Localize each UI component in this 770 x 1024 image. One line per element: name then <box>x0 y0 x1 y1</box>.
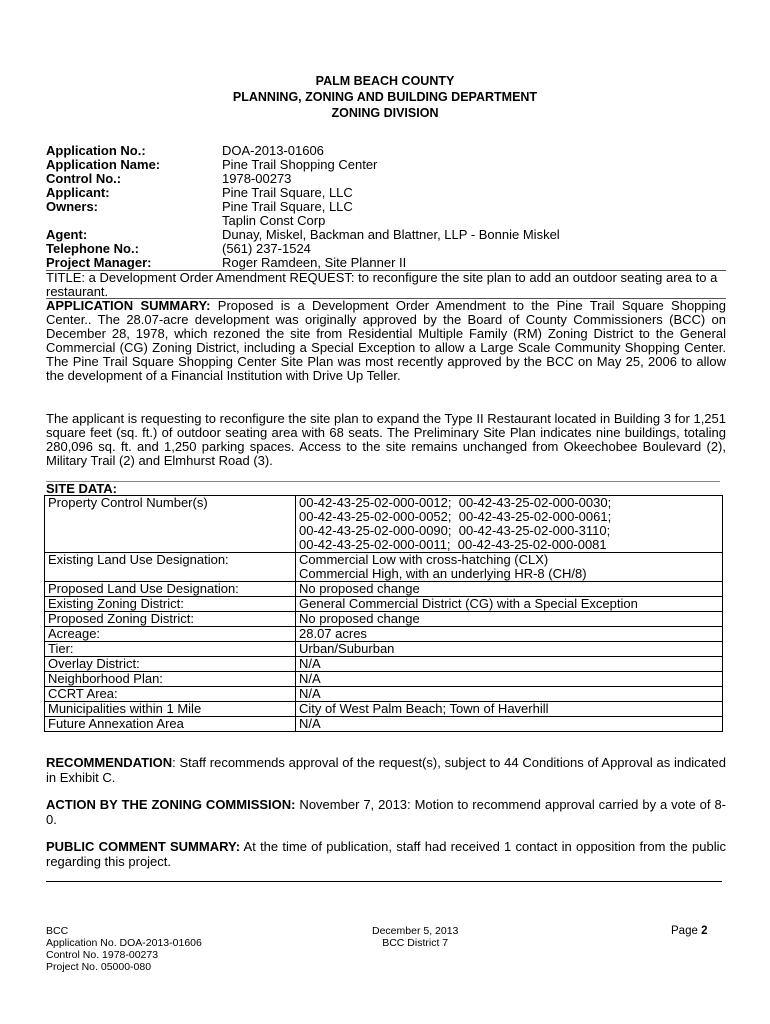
document-header <box>0 73 770 121</box>
site-data-key: Overlay District: <box>45 657 296 672</box>
header-division: ZONING DIVISION <box>331 106 439 120</box>
application-info <box>46 144 726 270</box>
site-data-value: 00-42-43-25-02-000-0012; 00-42-43-25-02-000-0030; 00-42-43-25-02-000-0052; 00-42-43-25-02-000-0061; 00-42-43-25-02-000-0090; 00-42-43-25-02-000-3110; 00-42-43-25-02-000-0011; 00-42-43-25-02-000-0081 <box>296 496 723 553</box>
site-data-value: N/A <box>296 657 723 672</box>
summary-label: APPLICATION SUMMARY: <box>46 298 211 313</box>
site-data-value: Commercial Low with cross-hatching (CLX) Commercial High, with an underlying HR-8 (CH/8) <box>296 553 723 582</box>
info-row <box>46 214 726 228</box>
info-row <box>46 186 726 200</box>
summary-text: Proposed is a Development Order Amendment to the Pine Trail Square Shopping Center.. The 28.07-acre development was originally approved by the Board of County Commissioners (BCC) on December 28, 1978, which rezoned the site from Residential Multiple Family (RM) Zoning District to the General Commercial (CG) Zoning District, including a Special Exception to allow a Large Scale Community Shopping Center. The Pine Trail Square Shopping Center Site Plan was most recently approved by the BCC on May 25, 2006 to allow the development of a Financial Institution with Drive Up Teller. <box>46 298 726 383</box>
site-data-value: General Commercial District (CG) with a Special Exception <box>296 597 723 612</box>
action-label: ACTION BY THE ZONING COMMISSION: <box>46 797 296 812</box>
public-comment-summary <box>46 839 726 869</box>
site-data-value: No proposed change <box>296 582 723 597</box>
footer-left <box>46 925 202 973</box>
application-summary <box>46 298 726 383</box>
recommendation-label: RECOMMENDATION <box>46 755 173 770</box>
site-data-key: Future Annexation Area <box>45 717 296 732</box>
site-data-key: Neighborhood Plan: <box>45 672 296 687</box>
info-value: Pine Trail Square, LLC <box>222 199 353 214</box>
header-county: PALM BEACH COUNTY <box>315 74 455 88</box>
site-data-row <box>45 702 723 717</box>
site-data-row <box>45 672 723 687</box>
public-comment-label: PUBLIC COMMENT SUMMARY: <box>46 839 241 854</box>
info-row <box>46 172 726 186</box>
site-data-key: Existing Land Use Designation: <box>45 553 296 582</box>
divider <box>46 881 722 882</box>
info-value: 1978-00273 <box>222 171 292 186</box>
info-row <box>46 200 726 214</box>
site-data-row <box>45 717 723 732</box>
title-request <box>46 270 726 299</box>
info-value: Pine Trail Square, LLC <box>222 185 353 200</box>
site-data-row <box>45 597 723 612</box>
site-data-table <box>44 495 723 732</box>
info-label: Control No.: <box>46 171 122 186</box>
site-data-key: Property Control Number(s) <box>45 496 296 553</box>
info-label: Owners: <box>46 199 99 214</box>
info-row <box>46 144 726 158</box>
site-data-key: Acreage: <box>45 627 296 642</box>
site-data-key: CCRT Area: <box>45 687 296 702</box>
info-value: Dunay, Miskel, Backman and Blattner, LLP - Bonnie Miskel <box>222 227 560 242</box>
request-description: The applicant is requesting to reconfigure the site plan to expand the Type II Restaurant located in Building 3 for 1,251 square feet (sq. ft.) of outdoor seating area with 68 seats. The Preliminary Site Plan indicates nine buildings, totaling 280,096 sq. ft. and 1,250 parking spaces. Access to the site remains unchanged from Okeechobee Boulevard (2), Military Trail (2) and Elmhurst Road (3). <box>46 411 726 468</box>
info-label: Applicant: <box>46 185 110 200</box>
page-label: Page <box>671 925 702 937</box>
site-data-row <box>45 496 723 553</box>
footer-line: Project No. 05000-080 <box>46 961 152 973</box>
info-row <box>46 242 726 256</box>
site-data-row <box>45 612 723 627</box>
site-data-value: N/A <box>296 687 723 702</box>
footer-district: BCC District 7 <box>382 937 449 949</box>
info-label: Telephone No.: <box>46 241 139 256</box>
site-data-value: N/A <box>296 717 723 732</box>
info-row <box>46 256 726 270</box>
site-data-row <box>45 642 723 657</box>
divider <box>46 481 720 482</box>
site-data-value: 28.07 acres <box>296 627 723 642</box>
site-data-row <box>45 657 723 672</box>
footer-line: Application No. DOA-2013-01606 <box>46 937 202 949</box>
info-label: Agent: <box>46 227 88 242</box>
page-number <box>671 925 707 937</box>
site-data-key: Proposed Zoning District: <box>45 612 296 627</box>
site-data-row <box>45 687 723 702</box>
info-value: DOA-2013-01606 <box>222 143 324 158</box>
info-label: Project Manager: <box>46 255 152 270</box>
site-data-value: No proposed change <box>296 612 723 627</box>
site-data-value: N/A <box>296 672 723 687</box>
recommendation <box>46 755 726 785</box>
site-data-row <box>45 553 723 582</box>
info-row <box>46 228 726 242</box>
footer-line: BCC <box>46 925 69 937</box>
site-data-row <box>45 582 723 597</box>
info-label <box>46 214 222 228</box>
info-label: Application Name: <box>46 157 161 172</box>
action-text: November 7, 2013: Motion to recommend approval carried by a vote of 8-0. <box>46 797 726 827</box>
site-data-value: City of West Palm Beach; Town of Haverhill <box>296 702 723 717</box>
zoning-commission-action <box>46 797 726 827</box>
site-data-key: Proposed Land Use Designation: <box>45 582 296 597</box>
site-data-key: Tier: <box>45 642 296 657</box>
page-number-value: 2 <box>701 925 708 937</box>
footer-line: Control No. 1978-00273 <box>46 949 159 961</box>
public-comment-text: At the time of publication, staff had received 1 contact in opposition from the public regarding this project. <box>46 839 726 869</box>
footer-date: December 5, 2013 <box>372 925 459 937</box>
site-data-key: Existing Zoning District: <box>45 597 296 612</box>
recommendation-text: : Staff recommends approval of the request(s), subject to 44 Conditions of Approval as indicated in Exhibit C. <box>46 755 726 785</box>
header-department: PLANNING, ZONING AND BUILDING DEPARTMENT <box>232 90 538 104</box>
info-value: Pine Trail Shopping Center <box>222 157 378 172</box>
info-value: Roger Ramdeen, Site Planner II <box>222 255 407 270</box>
info-row <box>46 158 726 172</box>
site-data-row <box>45 627 723 642</box>
site-data-value: Urban/Suburban <box>296 642 723 657</box>
site-data-title: SITE DATA: <box>46 481 118 496</box>
title-text: TITLE: a Development Order Amendment REQUEST: to reconfigure the site plan to add an outdoor seating area to a restaurant. <box>46 270 718 299</box>
site-data-key: Municipalities within 1 Mile <box>45 702 296 717</box>
info-label: Application No.: <box>46 143 146 158</box>
info-value: (561) 237-1524 <box>222 241 311 256</box>
info-value: Taplin Const Corp <box>222 213 326 228</box>
footer-center <box>372 925 458 949</box>
